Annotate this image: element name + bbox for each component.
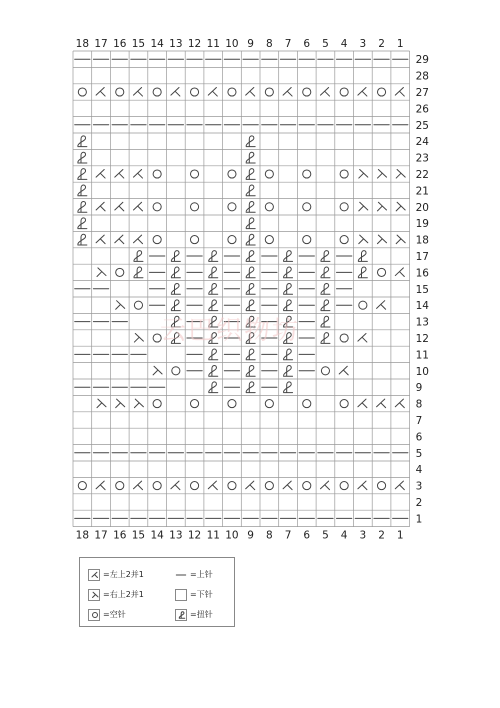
row-label: 16 (415, 267, 429, 280)
chart-cell-twisted-stitch (284, 365, 293, 376)
column-label-top: 2 (378, 38, 385, 50)
chart-cell-left-leaning-decrease (320, 481, 329, 490)
column-label-top: 5 (322, 38, 329, 50)
chart-cell-twisted-stitch (209, 251, 218, 262)
column-label-top: 18 (75, 38, 90, 50)
chart-cell-twisted-stitch (246, 267, 255, 278)
row-label: 20 (415, 201, 429, 214)
chart-cell-twisted-stitch (284, 349, 293, 360)
chart-cell-left-leaning-decrease (358, 87, 367, 96)
chart-cell-twisted-stitch (284, 382, 293, 393)
column-label-top: 15 (131, 38, 146, 50)
legend-label: =扭针 (190, 610, 213, 619)
row-label: 23 (415, 152, 429, 165)
chart-cell-yarn-over (116, 482, 124, 490)
chart-cell-left-leaning-decrease (133, 202, 142, 211)
chart-cell-yarn-over (303, 170, 311, 178)
chart-cell-twisted-stitch (321, 267, 330, 278)
chart-cell-twisted-stitch (78, 218, 87, 229)
chart-cell-yarn-over (228, 88, 236, 96)
legend-label: =左上2并1 (103, 570, 144, 579)
column-label-bottom: 18 (75, 529, 90, 542)
chart-cell-yarn-over (228, 482, 236, 490)
chart-cell-twisted-stitch (246, 136, 255, 147)
row-label: 18 (415, 234, 429, 247)
chart-cell-yarn-over (153, 170, 161, 178)
column-label-top: 6 (303, 38, 311, 50)
chart-cell-left-leaning-decrease (96, 202, 105, 211)
chart-cell-yarn-over (228, 400, 236, 408)
chart-cell-yarn-over (340, 203, 348, 211)
legend-item-blank (175, 589, 213, 601)
chart-cell-left-leaning-decrease (115, 235, 124, 244)
chart-cell-left-leaning-decrease (377, 399, 386, 408)
row-label: 25 (415, 119, 429, 132)
chart-cell-twisted-stitch (321, 333, 330, 344)
chart-cell-yarn-over (190, 482, 198, 490)
chart-cell-right-leaning-decrease (396, 235, 405, 244)
row-label: 19 (415, 218, 429, 231)
chart-cell-right-leaning-decrease (359, 235, 368, 244)
row-label: 17 (415, 251, 429, 263)
chart-cell-left-leaning-decrease (395, 87, 404, 96)
column-label-bottom: 3 (359, 529, 367, 542)
row-label: 1 (415, 513, 423, 526)
chart-cell-twisted-stitch (78, 169, 87, 180)
row-label: 28 (415, 70, 429, 83)
chart-cell-left-leaning-decrease (133, 87, 142, 96)
column-label-top: 3 (359, 38, 367, 50)
chart-cell-left-leaning-decrease (208, 481, 217, 490)
legend-item-yarn-over (88, 609, 126, 621)
row-label: 2 (415, 497, 423, 509)
column-label-bottom: 8 (266, 529, 273, 542)
column-label-bottom: 10 (225, 529, 239, 542)
chart-cell-right-leaning-decrease (359, 202, 368, 211)
chart-cell-yarn-over (153, 482, 161, 490)
chart-cell-twisted-stitch (284, 300, 293, 311)
column-label-top: 14 (150, 38, 164, 50)
row-label: 24 (415, 136, 429, 149)
chart-cell-twisted-stitch (246, 283, 255, 294)
chart-cell-twisted-stitch (78, 234, 87, 245)
chart-cell-left-leaning-decrease (358, 399, 367, 408)
row-label: 14 (415, 300, 429, 313)
chart-cell-yarn-over (116, 88, 124, 96)
row-label: 27 (415, 87, 429, 99)
chart-cell-twisted-stitch (78, 185, 87, 196)
chart-cell-yarn-over (190, 170, 198, 178)
chart-cell-yarn-over (340, 400, 348, 408)
chart-cell-yarn-over (377, 268, 385, 276)
row-label: 4 (415, 464, 423, 477)
row-label: 8 (415, 398, 423, 411)
purl-icon (175, 569, 187, 581)
chart-cell-yarn-over (228, 170, 236, 178)
chart-cell-twisted-stitch (171, 300, 180, 311)
row-label: 10 (415, 365, 429, 378)
chart-cell-twisted-stitch (321, 300, 330, 311)
chart-cell-yarn-over (190, 236, 198, 244)
legend-item-left-leaning-decrease (88, 569, 144, 581)
column-label-bottom: 14 (150, 529, 164, 542)
chart-cell-yarn-over (303, 88, 311, 96)
chart-cell-twisted-stitch (171, 251, 180, 262)
chart-cell-twisted-stitch (246, 382, 255, 393)
chart-cell-right-leaning-decrease (377, 169, 386, 178)
watermark: 云巴织物坊 (160, 316, 301, 346)
row-label: 5 (415, 447, 423, 460)
legend (79, 557, 235, 627)
chart-cell-twisted-stitch (246, 251, 255, 262)
chart-cell-left-leaning-decrease (133, 481, 142, 490)
chart-cell-twisted-stitch (321, 316, 330, 327)
chart-cell-left-leaning-decrease (115, 202, 124, 211)
chart-cell-right-leaning-decrease (377, 235, 386, 244)
column-label-bottom: 13 (169, 529, 183, 542)
chart-cell-twisted-stitch (209, 365, 218, 376)
chart-cell-right-leaning-decrease (116, 399, 125, 408)
chart-cell-twisted-stitch (246, 218, 255, 229)
chart-cell-yarn-over (265, 400, 273, 408)
chart-cell-twisted-stitch (246, 234, 255, 245)
chart-grid (73, 51, 410, 527)
chart-cell-yarn-over (190, 88, 198, 96)
column-label-bottom: 15 (131, 529, 146, 542)
chart-cell-yarn-over (303, 400, 311, 408)
legend-label: =上针 (190, 570, 213, 579)
column-label-top: 13 (169, 38, 183, 50)
chart-cell-yarn-over (78, 88, 86, 96)
chart-cell-yarn-over (340, 88, 348, 96)
chart-cell-right-leaning-decrease (377, 202, 386, 211)
column-label-bottom: 7 (284, 529, 292, 542)
column-label-top: 17 (94, 38, 108, 50)
chart-cell-left-leaning-decrease (208, 87, 217, 96)
chart-cell-twisted-stitch (358, 251, 367, 262)
row-label: 9 (415, 382, 423, 395)
twisted-stitch-icon (175, 609, 187, 621)
column-label-bottom: 6 (303, 529, 311, 542)
chart-cell-left-leaning-decrease (96, 87, 105, 96)
column-label-bottom: 5 (322, 529, 329, 542)
chart-cell-left-leaning-decrease (171, 481, 180, 490)
legend-symbol (92, 572, 98, 577)
chart-cell-left-leaning-decrease (96, 235, 105, 244)
chart-cell-yarn-over (228, 203, 236, 211)
chart-cell-yarn-over (265, 236, 273, 244)
row-label: 22 (415, 169, 429, 181)
chart-cell-left-leaning-decrease (358, 333, 367, 342)
chart-cell-left-leaning-decrease (246, 481, 255, 490)
chart-cell-yarn-over (228, 236, 236, 244)
chart-cell-left-leaning-decrease (96, 481, 105, 490)
column-label-bottom: 16 (113, 529, 127, 542)
chart-cell-yarn-over (377, 482, 385, 490)
blank-icon (175, 589, 187, 601)
legend-item-right-leaning-decrease (88, 589, 144, 601)
chart-cell-yarn-over (134, 301, 142, 309)
chart-cell-yarn-over (265, 170, 273, 178)
chart-cell-twisted-stitch (246, 349, 255, 360)
chart-cell-yarn-over (321, 367, 329, 375)
chart-cell-right-leaning-decrease (359, 169, 368, 178)
chart-cell-left-leaning-decrease (320, 87, 329, 96)
chart-cell-yarn-over (153, 88, 161, 96)
chart-cell-yarn-over (359, 301, 367, 309)
chart-cell-yarn-over (303, 236, 311, 244)
chart-cell-twisted-stitch (246, 365, 255, 376)
chart-cell-twisted-stitch (321, 251, 330, 262)
row-label: 15 (415, 283, 429, 296)
chart-cell-yarn-over (153, 400, 161, 408)
column-label-top: 12 (187, 38, 202, 50)
column-label-top: 1 (396, 38, 404, 50)
row-label: 26 (415, 103, 429, 116)
chart-labels (76, 38, 430, 542)
chart-cell-twisted-stitch (209, 283, 218, 294)
chart-cell-right-leaning-decrease (134, 333, 143, 342)
chart-cell-left-leaning-decrease (96, 169, 105, 178)
chart-cell-twisted-stitch (78, 136, 87, 147)
chart-cell-left-leaning-decrease (283, 87, 292, 96)
chart-cell-twisted-stitch (284, 283, 293, 294)
row-label: 29 (415, 54, 429, 67)
legend-symbol (93, 613, 98, 618)
column-label-bottom: 9 (247, 529, 254, 542)
chart-cell-twisted-stitch (171, 267, 180, 278)
chart-cell-right-leaning-decrease (134, 399, 143, 408)
chart-cell-twisted-stitch (209, 382, 218, 393)
chart-cell-yarn-over (303, 203, 311, 211)
column-label-top: 16 (113, 38, 127, 50)
chart-cell-twisted-stitch (134, 251, 143, 262)
row-label: 6 (415, 431, 423, 444)
yarn-over-icon (88, 609, 100, 621)
column-label-bottom: 1 (396, 529, 404, 542)
chart-cell-left-leaning-decrease (283, 481, 292, 490)
chart-cell-twisted-stitch (78, 201, 87, 212)
chart-cell-twisted-stitch (171, 283, 180, 294)
chart-cell-yarn-over (190, 203, 198, 211)
row-label: 11 (415, 349, 429, 362)
chart-cell-left-leaning-decrease (377, 301, 386, 310)
chart-cell-right-leaning-decrease (97, 268, 106, 277)
row-label: 3 (415, 480, 423, 493)
chart-cell-yarn-over (153, 203, 161, 211)
chart-cell-twisted-stitch (246, 152, 255, 163)
chart-cell-twisted-stitch (246, 169, 255, 180)
chart-cell-left-leaning-decrease (133, 169, 142, 178)
chart-cell-yarn-over (190, 400, 198, 408)
column-label-bottom: 4 (340, 529, 348, 542)
chart-cell-yarn-over (153, 236, 161, 244)
chart-cell-yarn-over (172, 367, 180, 375)
chart-cell-yarn-over (265, 203, 273, 211)
chart-cell-left-leaning-decrease (171, 87, 180, 96)
chart-cell-right-leaning-decrease (116, 301, 125, 310)
chart-cell-left-leaning-decrease (133, 235, 142, 244)
chart-cell-yarn-over (78, 482, 86, 490)
column-label-bottom: 2 (378, 529, 385, 542)
chart-cell-twisted-stitch (78, 152, 87, 163)
column-label-top: 11 (206, 38, 220, 50)
row-label: 12 (415, 333, 429, 345)
chart-cell-twisted-stitch (284, 267, 293, 278)
legend-label: =空针 (103, 610, 126, 619)
chart-cell-twisted-stitch (358, 267, 367, 278)
row-label: 13 (415, 316, 429, 329)
right-leaning-decrease-icon (88, 589, 100, 601)
column-label-top: 7 (284, 38, 292, 50)
legend-symbol (179, 612, 185, 619)
chart-cell-twisted-stitch (246, 300, 255, 311)
chart-cell-twisted-stitch (134, 267, 143, 278)
chart-cell-yarn-over (377, 88, 385, 96)
column-label-bottom: 12 (187, 529, 202, 542)
legend-label: =下针 (190, 590, 213, 599)
chart-cell-twisted-stitch (209, 267, 218, 278)
chart-cell-twisted-stitch (209, 349, 218, 360)
chart-cell-left-leaning-decrease (395, 399, 404, 408)
column-label-bottom: 17 (94, 529, 108, 542)
chart-cell-right-leaning-decrease (396, 202, 405, 211)
legend-item-twisted-stitch (175, 609, 213, 621)
chart-cell-twisted-stitch (246, 185, 255, 196)
chart-cell-left-leaning-decrease (395, 481, 404, 490)
legend-item-purl (175, 569, 213, 581)
chart-cell-yarn-over (340, 170, 348, 178)
legend-label: =右上2并1 (103, 590, 144, 599)
chart-cell-twisted-stitch (246, 201, 255, 212)
column-label-top: 8 (266, 38, 273, 50)
column-label-bottom: 11 (206, 529, 220, 542)
chart-cell-right-leaning-decrease (153, 366, 162, 375)
chart-cell-twisted-stitch (284, 251, 293, 262)
row-label: 7 (415, 415, 423, 427)
chart-cell-yarn-over (265, 482, 273, 490)
left-leaning-decrease-icon (88, 569, 100, 581)
chart-cell-left-leaning-decrease (115, 169, 124, 178)
column-label-top: 9 (247, 38, 254, 50)
chart-cell-yarn-over (116, 268, 124, 276)
legend-symbol (93, 592, 99, 597)
chart-cell-left-leaning-decrease (246, 87, 255, 96)
row-label: 21 (415, 185, 429, 198)
chart-cell-twisted-stitch (209, 300, 218, 311)
chart-cell-twisted-stitch (321, 283, 330, 294)
chart-cell-yarn-over (340, 482, 348, 490)
column-label-top: 10 (225, 38, 239, 50)
chart-cell-left-leaning-decrease (395, 268, 404, 277)
chart-cell-right-leaning-decrease (97, 399, 106, 408)
column-label-top: 4 (340, 38, 348, 50)
chart-cell-left-leaning-decrease (358, 481, 367, 490)
chart-cell-yarn-over (303, 482, 311, 490)
chart-cell-left-leaning-decrease (339, 366, 348, 375)
chart-cell-right-leaning-decrease (396, 169, 405, 178)
chart-cell-yarn-over (340, 334, 348, 342)
chart-cell-yarn-over (340, 236, 348, 244)
chart-cell-yarn-over (265, 88, 273, 96)
